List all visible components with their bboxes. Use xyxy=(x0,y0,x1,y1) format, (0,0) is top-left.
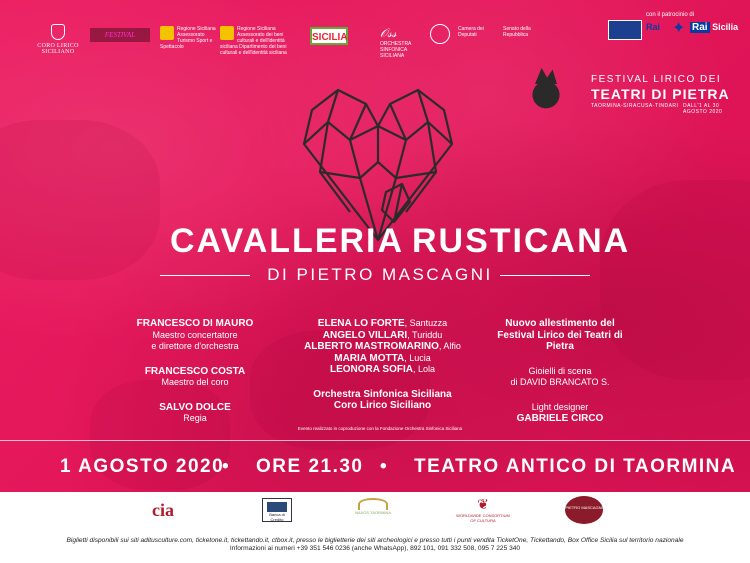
crystal-heart-icon xyxy=(290,82,466,242)
festival-dates: DALL'1 AL 30 AGOSTO 2020 xyxy=(683,103,723,115)
subtitle-block xyxy=(160,265,590,285)
teatri-logo: FESTIVAL xyxy=(90,28,150,42)
coro-lirico-logo: CORO LIRICO SICILIANO xyxy=(28,24,88,55)
camera-logo: Camera dei Deputati xyxy=(458,26,484,38)
rock-texture xyxy=(0,120,160,280)
divider xyxy=(0,440,750,441)
cast-line xyxy=(290,341,475,353)
ticket-info: Biglietti disponibili sui siti aditusculture.com, ticketone.it, tickettando.it, ctbox.it, presso le biglietterie dei siti archeologici e presso tutti i punti vendita TicketOne, Tickettando, Box Office Sicilia sul territorio nazionale xyxy=(66,537,684,544)
festival-cities: TAORMINA-SIRACUSA-TINDARI xyxy=(591,103,679,109)
festival-logo xyxy=(527,70,742,114)
event-time: ORE 21.30 xyxy=(256,456,364,477)
credit-line: di DAVID BRANCATO S. xyxy=(510,377,610,387)
coproduction-note: Evento realizzato in coproduzione con la Fondazione Orchestra Sinfonica Siciliana xyxy=(297,426,463,431)
separator-dot: • xyxy=(380,456,389,477)
trinacria-icon xyxy=(160,26,174,40)
cast-line xyxy=(290,330,475,342)
cast-name: ANGELO VILLARI xyxy=(322,329,408,341)
separator-dot: • xyxy=(222,456,231,477)
credit-line: FRANCESCO DI MAURO xyxy=(136,318,254,329)
oss-mark-icon: 𝒪𝓈𝓈 xyxy=(380,26,397,40)
cast-name: MARIA MOTTA xyxy=(334,352,405,364)
credit-line: GABRIELE CIRCO xyxy=(516,413,604,424)
cast-name: LEONORA SOFIA xyxy=(330,364,413,375)
cast-line xyxy=(290,318,475,330)
naxos-taormina-logo: NAXOS TAORMINA xyxy=(348,498,398,515)
wcc-logo: ❦ WORLDWIDE CONSORTIUM OF CULTURA xyxy=(456,496,510,523)
orchestra-logo: 𝒪𝓈𝓈 ORCHESTRA SINFONICA SICILIANA xyxy=(380,26,424,59)
cast-line xyxy=(290,364,475,376)
sponsor-footer xyxy=(0,492,750,563)
credit-line: Maestro del coro xyxy=(161,377,229,387)
credit-line: Regia xyxy=(183,413,207,423)
event-date: 1 AGOSTO 2020 xyxy=(60,456,225,477)
rai-logo: Rai xyxy=(646,22,661,32)
trinacria-icon xyxy=(220,26,234,40)
phone-info: Informazioni ai numeri +39 351 546 0236 (anche WhatsApp), 892 101, 091 332 508, 095 7 225 340 xyxy=(229,545,521,552)
patronage-logos: con il patrocinio di Rai ✦ Rai Sicilia xyxy=(560,12,740,18)
credits-cast-column xyxy=(290,318,475,412)
divider xyxy=(500,275,590,276)
dancer-silhouette-icon xyxy=(527,72,565,110)
title-right: RUSTICANA xyxy=(412,222,631,260)
cast-name: ELENA LO FORTE xyxy=(317,318,405,329)
credit-line: Maestro concertatore xyxy=(152,329,238,340)
italian-emblem-icon xyxy=(430,24,450,44)
regione-turismo-logo: Regione Siciliana Assessorato Turismo Sport e Spettacolo xyxy=(160,26,216,50)
cast-role: , Santuzza xyxy=(404,318,448,328)
cast-role: , Lola xyxy=(412,364,435,374)
credit-line: Nuovo allestimento del xyxy=(505,318,615,329)
spacer xyxy=(485,389,635,402)
composer-subtitle: DI PIETRO MASCAGNI xyxy=(267,265,493,284)
cast-role: , Turiddu xyxy=(407,329,443,340)
ensemble-line: Orchestra Sinfonica Siciliana xyxy=(313,388,452,400)
divider xyxy=(160,275,250,276)
crest-icon xyxy=(51,24,65,40)
credit-line: Festival Lirico dei Teatri di Pietra xyxy=(497,329,623,352)
spacer xyxy=(120,353,270,366)
credit-line: SALVO DOLCE xyxy=(159,401,231,413)
spacer xyxy=(485,353,635,366)
cast-role: , Lucia xyxy=(404,352,431,363)
cast-line xyxy=(290,353,475,365)
credit-line: e direttore d'orchestra xyxy=(151,341,239,351)
cast-name: ALBERTO MASTROMARINO xyxy=(304,341,439,352)
cast-role: , Alfio xyxy=(438,341,461,351)
festival-line2: TEATRI DI PIETRA xyxy=(591,86,730,102)
banca-logo: Banca di Credito xyxy=(262,498,292,522)
credits-conductor-column xyxy=(120,318,270,425)
spacer xyxy=(290,376,475,389)
rai-sicilia-logo: Rai Sicilia xyxy=(692,22,739,33)
ensemble-line: Coro Lirico Siciliano xyxy=(333,400,432,411)
event-venue: TEATRO ANTICO DI TAORMINA xyxy=(414,456,737,477)
festival-line1: FESTIVAL LIRICO DEI xyxy=(591,74,722,85)
credit-line: Gioielli di scena xyxy=(528,365,592,376)
title-left: CAVALLERIA xyxy=(170,222,405,260)
sicilia-logo: SICILIA xyxy=(310,27,348,45)
regione-beni-culturali-logo: Regione Siciliana Assessorato dei beni culturali e dell'identità siciliana Dipartimento dei beni culturali e dell'identità siciliana xyxy=(220,26,287,56)
eu-parliament-logo xyxy=(608,20,642,40)
credit-line: Light designer xyxy=(531,401,589,412)
partner-logos-bar xyxy=(20,12,740,68)
credits-production-column xyxy=(485,318,635,425)
pietro-mascagni-logo: PIETRO MASCAGNI xyxy=(565,496,603,524)
spacer xyxy=(120,389,270,402)
senato-logo: Senato della Repubblica xyxy=(503,26,531,38)
cia-logo: cia xyxy=(152,500,174,520)
credit-line: FRANCESCO COSTA xyxy=(144,365,246,377)
star-icon: ✦ xyxy=(672,20,686,37)
